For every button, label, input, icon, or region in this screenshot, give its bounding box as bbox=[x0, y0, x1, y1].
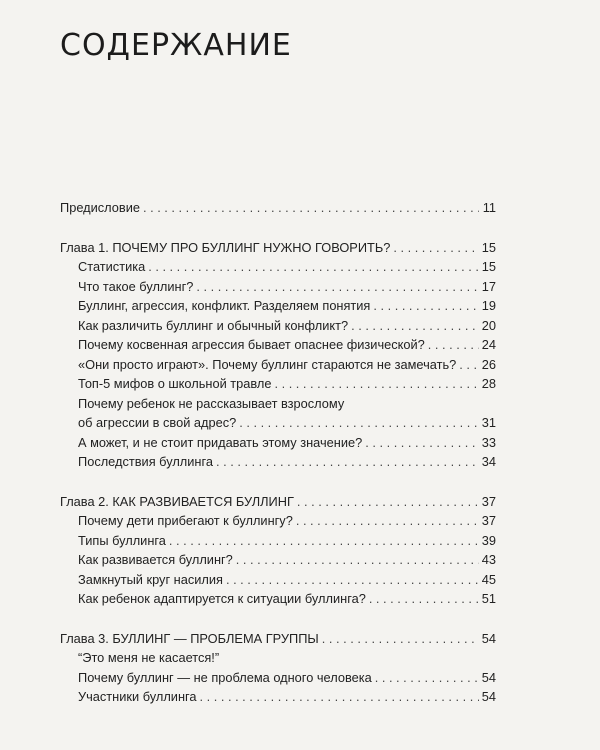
page-title: СОДЕРЖАНИЕ bbox=[60, 28, 292, 63]
entry-title: Участники буллинга bbox=[78, 689, 197, 704]
toc-entry bbox=[60, 316, 496, 336]
entry-page: 54 bbox=[481, 630, 496, 646]
entry-title: Что такое буллинг? bbox=[78, 278, 194, 294]
entry-title: А может, и не стоит придавать этому значение? bbox=[78, 434, 363, 450]
entry-page: 33 bbox=[481, 434, 496, 450]
toc-entry bbox=[60, 648, 496, 668]
entry-title: Почему косвенная агрессия бывает опаснее физической? bbox=[78, 337, 425, 352]
toc-entry bbox=[60, 296, 496, 316]
entry-page: 17 bbox=[481, 278, 496, 294]
toc-entry bbox=[60, 257, 496, 277]
dot-leader bbox=[236, 550, 479, 570]
dot-leader bbox=[143, 198, 479, 218]
entry-page: 15 bbox=[481, 259, 496, 274]
toc-entry-line2 bbox=[60, 413, 496, 433]
entry-page: 34 bbox=[481, 454, 496, 469]
entry-page: 39 bbox=[481, 532, 496, 548]
dot-leader bbox=[373, 296, 478, 316]
entry-page: 45 bbox=[481, 571, 496, 587]
entry-title: Как развивается буллинг? bbox=[78, 552, 233, 567]
entry-title: Статистика bbox=[78, 259, 146, 274]
entry-title: об агрессии в свой адрес? bbox=[78, 415, 237, 430]
entry-title: Буллинг, агрессия, конфликт. Разделяем понятия bbox=[78, 298, 371, 313]
dot-leader bbox=[196, 277, 478, 297]
table-of-contents bbox=[60, 198, 496, 707]
entry-title: Топ-5 мифов о школьной травле bbox=[78, 376, 272, 391]
entry-title: «Они просто играют». Почему буллинг стараются не замечать? bbox=[78, 356, 457, 372]
dot-leader bbox=[375, 668, 479, 688]
entry-title: Замкнутый круг насилия bbox=[78, 571, 223, 587]
entry-title: Последствия буллинга bbox=[78, 454, 213, 469]
toc-entry bbox=[60, 335, 496, 355]
toc-entry bbox=[60, 355, 496, 375]
toc-chapter-2 bbox=[60, 492, 496, 512]
dot-leader bbox=[365, 433, 479, 453]
entry-title: Почему ребенок не рассказывает взрослому bbox=[78, 395, 345, 411]
entry-page: 51 bbox=[481, 591, 496, 606]
toc-entry bbox=[60, 374, 496, 394]
entry-title: “Это меня не касается!” bbox=[78, 650, 220, 665]
toc-chapter-1 bbox=[60, 238, 496, 258]
toc-entry bbox=[60, 668, 496, 688]
toc-chapter-3 bbox=[60, 629, 496, 649]
entry-title: Типы буллинга bbox=[78, 532, 166, 548]
toc-entry bbox=[60, 433, 496, 453]
entry-title: Как ребенок адаптируется к ситуации буллинга? bbox=[78, 591, 366, 606]
dot-leader bbox=[322, 629, 479, 649]
dot-leader bbox=[296, 511, 479, 531]
dot-leader bbox=[216, 452, 479, 472]
toc-entry-line1 bbox=[60, 394, 496, 414]
entry-page: 54 bbox=[481, 669, 496, 685]
toc-entry bbox=[60, 589, 496, 609]
chapter-title: Глава 3. БУЛЛИНГ — ПРОБЛЕМА ГРУППЫ bbox=[60, 630, 319, 646]
entry-page: 15 bbox=[481, 239, 496, 255]
entry-title: Предисловие bbox=[60, 200, 140, 215]
dot-leader bbox=[226, 570, 479, 590]
entry-title: Как различить буллинг и обычный конфликт? bbox=[78, 317, 349, 333]
entry-page: 11 bbox=[482, 200, 496, 215]
entry-page: 20 bbox=[481, 317, 496, 333]
entry-page: 19 bbox=[481, 298, 496, 313]
dot-leader bbox=[169, 531, 479, 551]
entry-title: Почему дети прибегают к буллингу? bbox=[78, 513, 293, 528]
dot-leader bbox=[148, 257, 479, 277]
toc-entry bbox=[60, 687, 496, 707]
dot-leader bbox=[297, 492, 479, 512]
entry-page: 24 bbox=[481, 337, 496, 352]
chapter-title: Глава 1. ПОЧЕМУ ПРО БУЛЛИНГ НУЖНО ГОВОРИТЬ? bbox=[60, 239, 391, 255]
toc-entry-preface bbox=[60, 198, 496, 218]
entry-page: 54 bbox=[481, 689, 496, 704]
dot-leader bbox=[428, 335, 479, 355]
toc-entry bbox=[60, 531, 496, 551]
dot-leader bbox=[351, 316, 479, 336]
entry-page: 43 bbox=[481, 552, 496, 567]
chapter-title: Глава 2. КАК РАЗВИВАЕТСЯ БУЛЛИНГ bbox=[60, 493, 294, 509]
entry-page: 26 bbox=[481, 356, 496, 372]
toc-entry bbox=[60, 277, 496, 297]
dot-leader bbox=[274, 374, 478, 394]
toc-entry bbox=[60, 550, 496, 570]
toc-entry bbox=[60, 511, 496, 531]
entry-page: 37 bbox=[481, 493, 496, 509]
entry-page: 31 bbox=[481, 415, 496, 430]
entry-title: Почему буллинг — не проблема одного человека bbox=[78, 669, 372, 685]
dot-leader bbox=[369, 589, 479, 609]
toc-entry bbox=[60, 452, 496, 472]
toc-entry bbox=[60, 570, 496, 590]
entry-page: 28 bbox=[481, 376, 496, 391]
dot-leader bbox=[393, 238, 478, 258]
dot-leader bbox=[239, 413, 479, 433]
entry-page: 37 bbox=[481, 513, 496, 528]
dot-leader bbox=[459, 355, 479, 375]
dot-leader bbox=[200, 687, 479, 707]
